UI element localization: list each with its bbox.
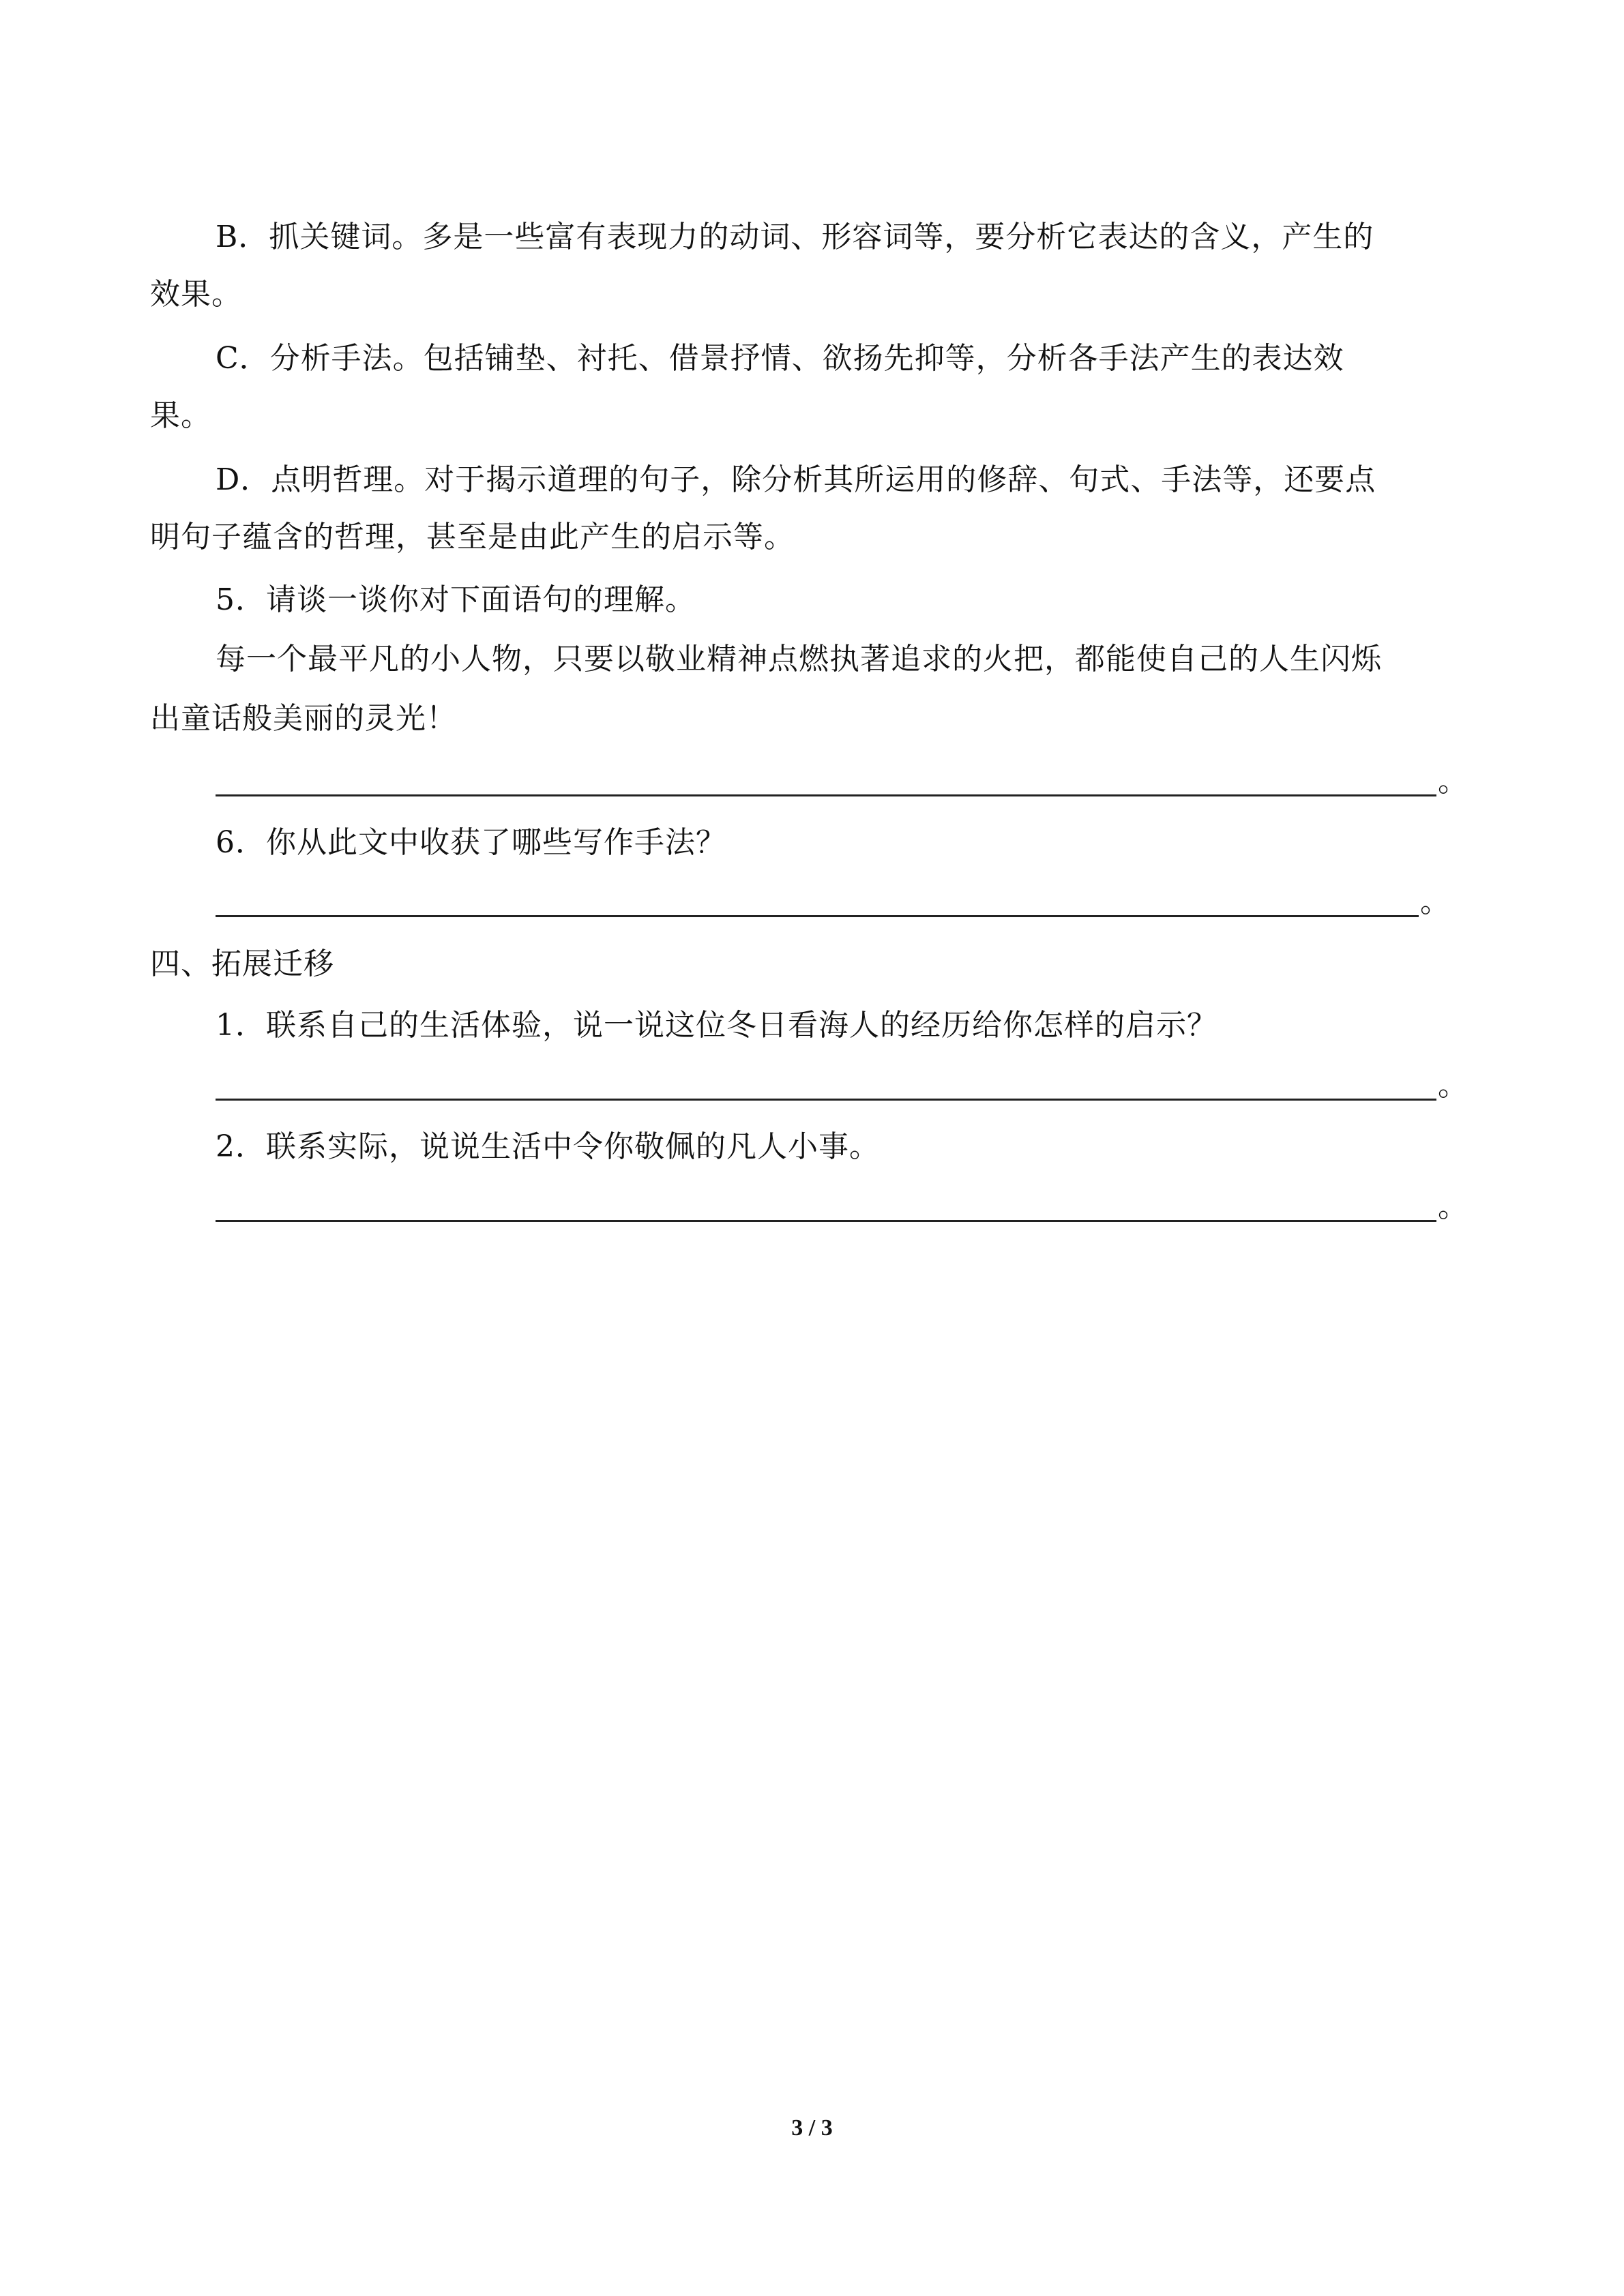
answer-underline [216, 794, 1436, 796]
question-5: 5．请谈一谈你对下面语句的理解。 [216, 582, 696, 617]
section-4-heading: 四、拓展迁移 [150, 946, 334, 981]
section-4-question-1: 1．联系自己的生活体验，说一说这位冬日看海人的经历给你怎样的启示？ [216, 1008, 1217, 1043]
paragraph-b-line-1: B．抓关键词。多是一些富有表现力的动词、形容词等，要分析它表达的含义，产生的 [216, 220, 1374, 254]
question-5-quote-line-1: 每一个最平凡的小人物，只要以敬业精神点燃执著追求的火把，都能使自己的人生闪烁 [216, 642, 1382, 676]
answer-period: 。 [1438, 1068, 1468, 1103]
answer-period: 。 [1420, 884, 1450, 919]
answer-blank-s4-q1[interactable] [216, 1065, 1468, 1106]
paragraph-c-line-1: C．分析手法。包括铺垫、衬托、借景抒情、欲扬先抑等，分析各手法产生的表达效 [216, 341, 1344, 376]
answer-underline [216, 1099, 1436, 1101]
paragraph-c-line-2: 果。 [150, 398, 211, 433]
answer-blank-s4-q2[interactable] [216, 1187, 1468, 1227]
answer-blank-q5[interactable] [216, 761, 1468, 802]
question-6: 6．你从此文中收获了哪些写作手法？ [216, 825, 726, 860]
question-5-quote-line-2: 出童话般美丽的灵光！ [150, 701, 457, 736]
answer-underline [216, 915, 1419, 917]
page-number: 3 / 3 [791, 2115, 833, 2141]
answer-period: 。 [1438, 764, 1468, 799]
answer-blank-q6[interactable] [216, 882, 1450, 923]
paragraph-d-line-1: D．点明哲理。对于揭示道理的句子，除分析其所运用的修辞、句式、手法等，还要点 [216, 462, 1376, 497]
answer-underline [216, 1220, 1436, 1222]
section-4-question-2: 2．联系实际，说说生活中令你敬佩的凡人小事。 [216, 1129, 880, 1164]
paragraph-d-line-2: 明句子蕴含的哲理，甚至是由此产生的启示等。 [150, 520, 795, 554]
paragraph-b-line-2: 效果。 [150, 277, 242, 312]
answer-period: 。 [1438, 1189, 1468, 1224]
